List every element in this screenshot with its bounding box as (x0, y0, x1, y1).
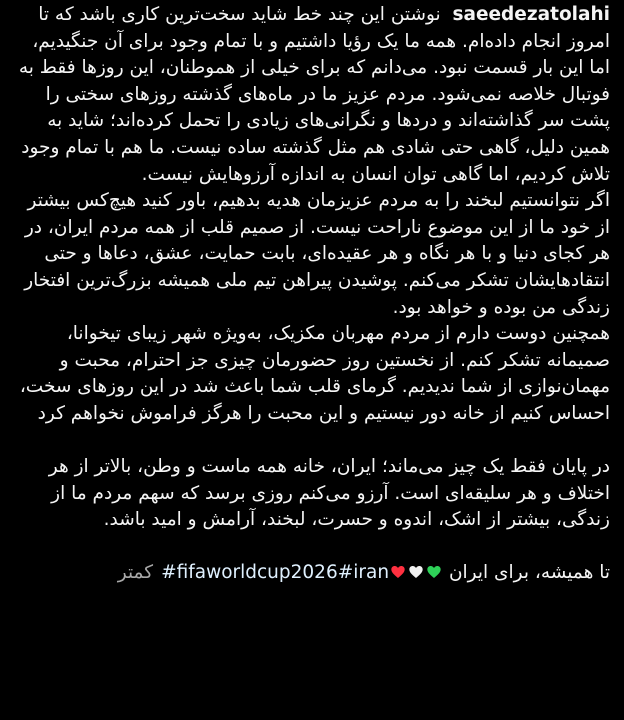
paragraph-1-text: نوشتن این چند خط شاید سخت‌ترین کاری باشد که تا امروز انجام داده‌ام. همه ما یک رؤیا داشتیم و با تمام وجود برای آن جنگیدیم، اما این بار قسمت نبود. می‌دانم که برای خیلی از هموطنان، این روزها فقط به فوتبال خلاصه نمی‌شود. مردم عزیز ما در ماه‌های گذشته روزهای سختی را پشت سر گذاشته‌اند و دردها و نگرانی‌های زیادی را تحمل کرده‌اند؛ شاید به همین دلیل، گاهی حتی شادی هم مثل گذشته ساده نیست. ما هم با تمام وجود تلاش کردیم، اما گاهی توان انسان به اندازه آرزوهایش نیست. (18, 4, 610, 185)
show-less-link[interactable]: کمتر (117, 562, 154, 584)
paragraph-gap (16, 534, 610, 561)
hashtag-iran[interactable]: #iran (337, 562, 390, 584)
caption-paragraph-2: اگر نتوانستیم لبخند را به مردم عزیزمان هدیه بدهیم، باور کنید هیچ‌کس بیشتر از خود ما از این موضوع ناراحت نیست. از صمیم قلب از همه مردم ایران، در هر کجای دنیا و با هر نگاه و هر عقیده‌ای، بابت حمایت، عشق، دعاها و حتی انتقادهایشان تشکر می‌کنم. پوشیدن پیراهن تیم ملی همیشه بزرگ‌ترین افتخار زندگی من بوده و خواهد بود. (24, 190, 610, 318)
caption-paragraph-3: همچنین دوست دارم از مردم مهربان مکزیک، به‌ویژه شهر زیبای تیخوانا، صمیمانه تشکر کنم. از نخستین روز حضورمان چیزی جز احترام، محبت و مهمان‌نوازی از شما ندیدیم. گرمای قلب شما باعث شد در این روزهای سخت، احساس کنیم از خانه دور نیستیم و این محبت را هرگز فراموش نخواهم کرد (19, 323, 610, 424)
post-caption (16, 2, 610, 587)
hashtag-fifaworldcup2026[interactable]: #fifaworldcup2026 (161, 562, 338, 584)
red-heart-icon (390, 564, 406, 580)
paragraph-gap (16, 428, 610, 455)
caption-paragraph-4: در پایان فقط یک چیز می‌ماند؛ ایران، خانه همه ماست و وطن، بالاتر از هر اختلاف و هر سلیقه‌ای است. آرزو می‌کنم روزی برسد که سهم مردم ما از زندگی، بیشتر از اشک، اندوه و حسرت، لبخند، آرامش و امید باشد. (48, 456, 610, 531)
green-heart-icon (426, 564, 442, 580)
closing-text: تا همیشه، برای ایران (448, 562, 610, 584)
caption-paragraph-1 (16, 2, 610, 188)
username-link[interactable]: saeedezatolahi (452, 4, 610, 25)
hearts-group (389, 562, 443, 583)
white-heart-icon (408, 564, 424, 580)
caption-closing-line (16, 560, 610, 587)
